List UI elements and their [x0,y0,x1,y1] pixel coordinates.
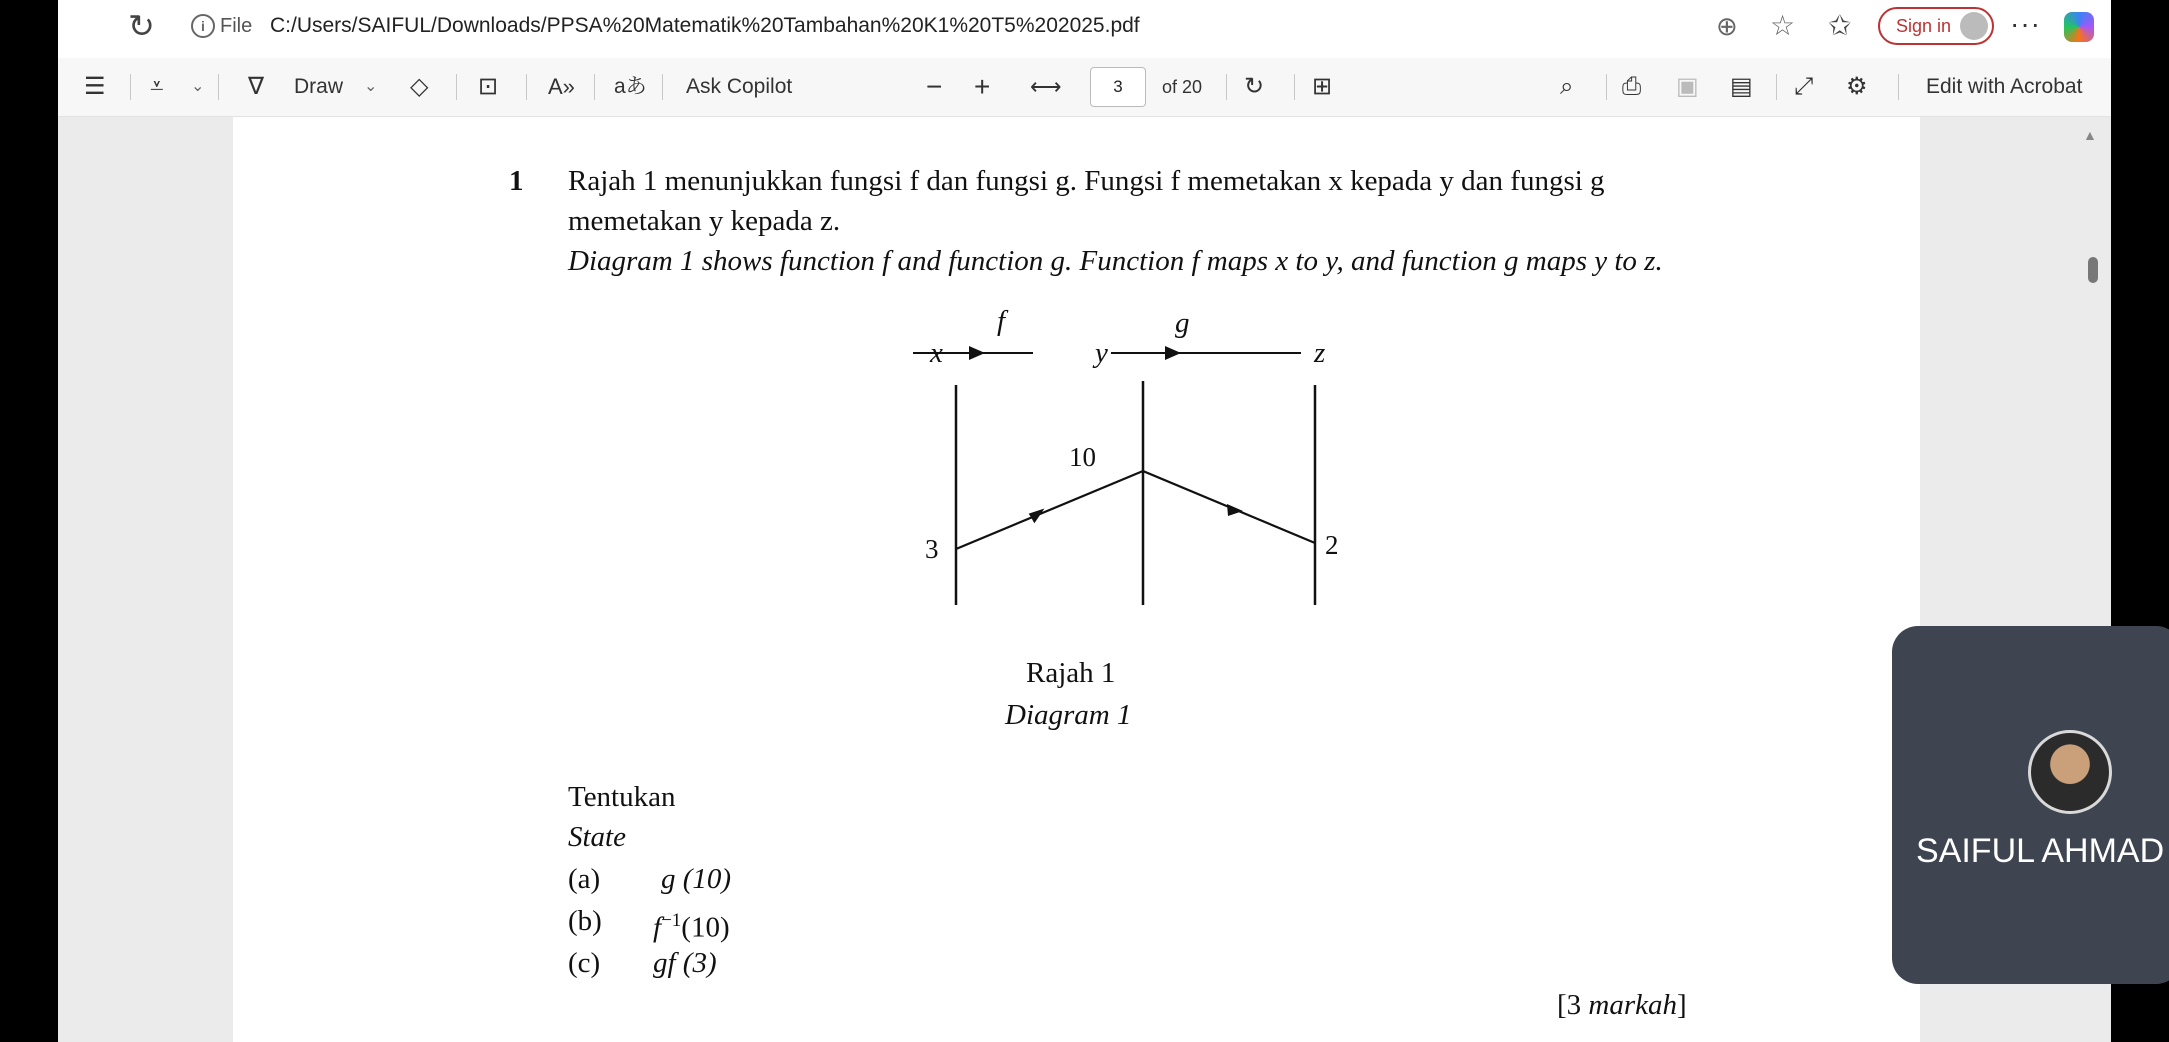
question-malay-line1: Rajah 1 menunjukkan fungsi f dan fungsi g. Fungsi f memetakan x kepada y dan fungsi g [568,165,1605,197]
zoom-in-icon[interactable]: + [974,71,991,102]
separator [1898,74,1899,100]
separator [526,74,527,100]
question-english-line: Diagram 1 shows function f and function g. Function f maps x to y, and function g maps y to z. [568,245,1663,277]
fullscreen-icon[interactable]: ⤢ [1794,73,1814,100]
part-b-label: (b) [568,905,602,937]
mapping-arrow-3-to-10 [956,471,1143,549]
search-icon[interactable]: ⌕ [1560,73,1574,100]
presenter-name: SAIFUL AHMAD [1916,832,2165,870]
marks-label: [3 markah] [1557,989,1687,1021]
favorite-star-icon[interactable]: ☆ [1770,10,1796,41]
question-malay-line2: memetakan y kepada z. [568,205,841,237]
page-total: of 20 [1162,77,1203,97]
save-icon[interactable]: ▣ [1676,73,1699,100]
diagram-x-value: 3 [925,534,939,564]
part-c-expr: gf (3) [653,947,717,979]
eraser-icon[interactable]: ◇ [410,73,429,100]
pdf-toolbar [58,58,2111,117]
browser-window [58,0,2111,1042]
chevron-down-icon[interactable]: ⌄ [364,78,378,95]
separator [662,74,663,100]
separator [1776,74,1777,100]
g-arrow-head [1165,346,1181,360]
text-box-icon[interactable]: ⊡ [478,73,499,100]
rotate-icon[interactable]: ↻ [1244,73,1265,100]
print-icon[interactable]: ⎙ [1622,73,1642,100]
caption-malay: Rajah 1 [1026,657,1116,689]
translate-icon[interactable]: aあ [614,75,647,98]
scroll-up-icon[interactable]: ▲ [2083,127,2097,143]
part-b-expr: $f^{-1}(10)$ [653,910,730,944]
zoom-out-icon[interactable]: − [926,71,943,102]
settings-gear-icon[interactable]: ⚙ [1846,73,1868,100]
instruction-english: State [568,821,626,853]
more-icon[interactable]: ··· [2010,8,2041,39]
part-a-expr: g (10) [661,863,732,895]
diagram-x-label: x [930,337,943,369]
diagram-y-label: y [1095,337,1108,369]
mapping-arrowhead-f [1028,508,1045,523]
page-view-icon[interactable]: ⊞ [1312,73,1333,100]
file-label: File [220,15,253,37]
f-arrow-head [969,346,985,360]
contents-icon[interactable]: ☰ [84,73,106,100]
copilot-icon[interactable] [2064,12,2094,42]
separator [594,74,595,100]
document-area[interactable] [58,117,2111,1042]
part-c-label: (c) [568,947,601,979]
mapping-diagram [233,117,1920,1042]
separator [1226,74,1227,100]
instruction-malay: Tentukan [568,781,676,813]
question-number: 1 [509,165,524,197]
highlight-icon[interactable]: ⩡ [150,73,164,100]
caption-english: Diagram 1 [1005,699,1132,731]
address-bar [58,0,2111,52]
diagram-z-label: z [1314,337,1326,369]
sign-in-button[interactable] [1878,7,1994,45]
avatar [1960,12,1988,40]
chevron-down-icon[interactable]: ⌄ [191,78,205,95]
part-a-label: (a) [568,863,601,895]
diagram-g-label: g [1175,307,1190,339]
info-icon[interactable]: i [191,14,215,38]
separator [1294,74,1295,100]
draw-button[interactable]: Draw [294,75,344,98]
read-aloud-icon[interactable]: A» [548,74,575,99]
diagram-z-value: 2 [1325,530,1339,560]
ask-copilot-button[interactable]: Ask Copilot [686,75,793,98]
favorites-icon[interactable]: ✩ [1828,10,1852,41]
presenter-avatar [2028,730,2112,814]
separator [218,74,219,100]
save-as-icon[interactable]: ▤ [1730,73,1753,100]
mapping-arrowhead-g [1227,504,1243,516]
diagram-f-label: f [997,305,1006,337]
separator [1606,74,1607,100]
webcam-overlay [1892,626,2169,984]
zoom-icon[interactable]: ⊕ [1716,11,1738,41]
separator [456,74,457,100]
diagram-y-value: 10 [1069,442,1096,472]
fit-width-icon[interactable]: ⟷ [1030,74,1062,99]
scrollbar-thumb[interactable] [2088,257,2098,283]
draw-icon[interactable]: ∇ [248,73,265,100]
edit-with-acrobat-button[interactable]: Edit with Acrobat [1926,75,2083,98]
pdf-page [233,117,1920,1042]
page-number-input[interactable]: 3 [1090,67,1146,107]
sign-in-label: Sign in [1896,16,1952,36]
separator [130,74,131,100]
url-field[interactable]: C:/Users/SAIFUL/Downloads/PPSA%20Matematik%20Tambahan%20K1%20T5%202025.pdf [270,14,1140,37]
reload-icon[interactable]: ↻ [128,8,155,44]
